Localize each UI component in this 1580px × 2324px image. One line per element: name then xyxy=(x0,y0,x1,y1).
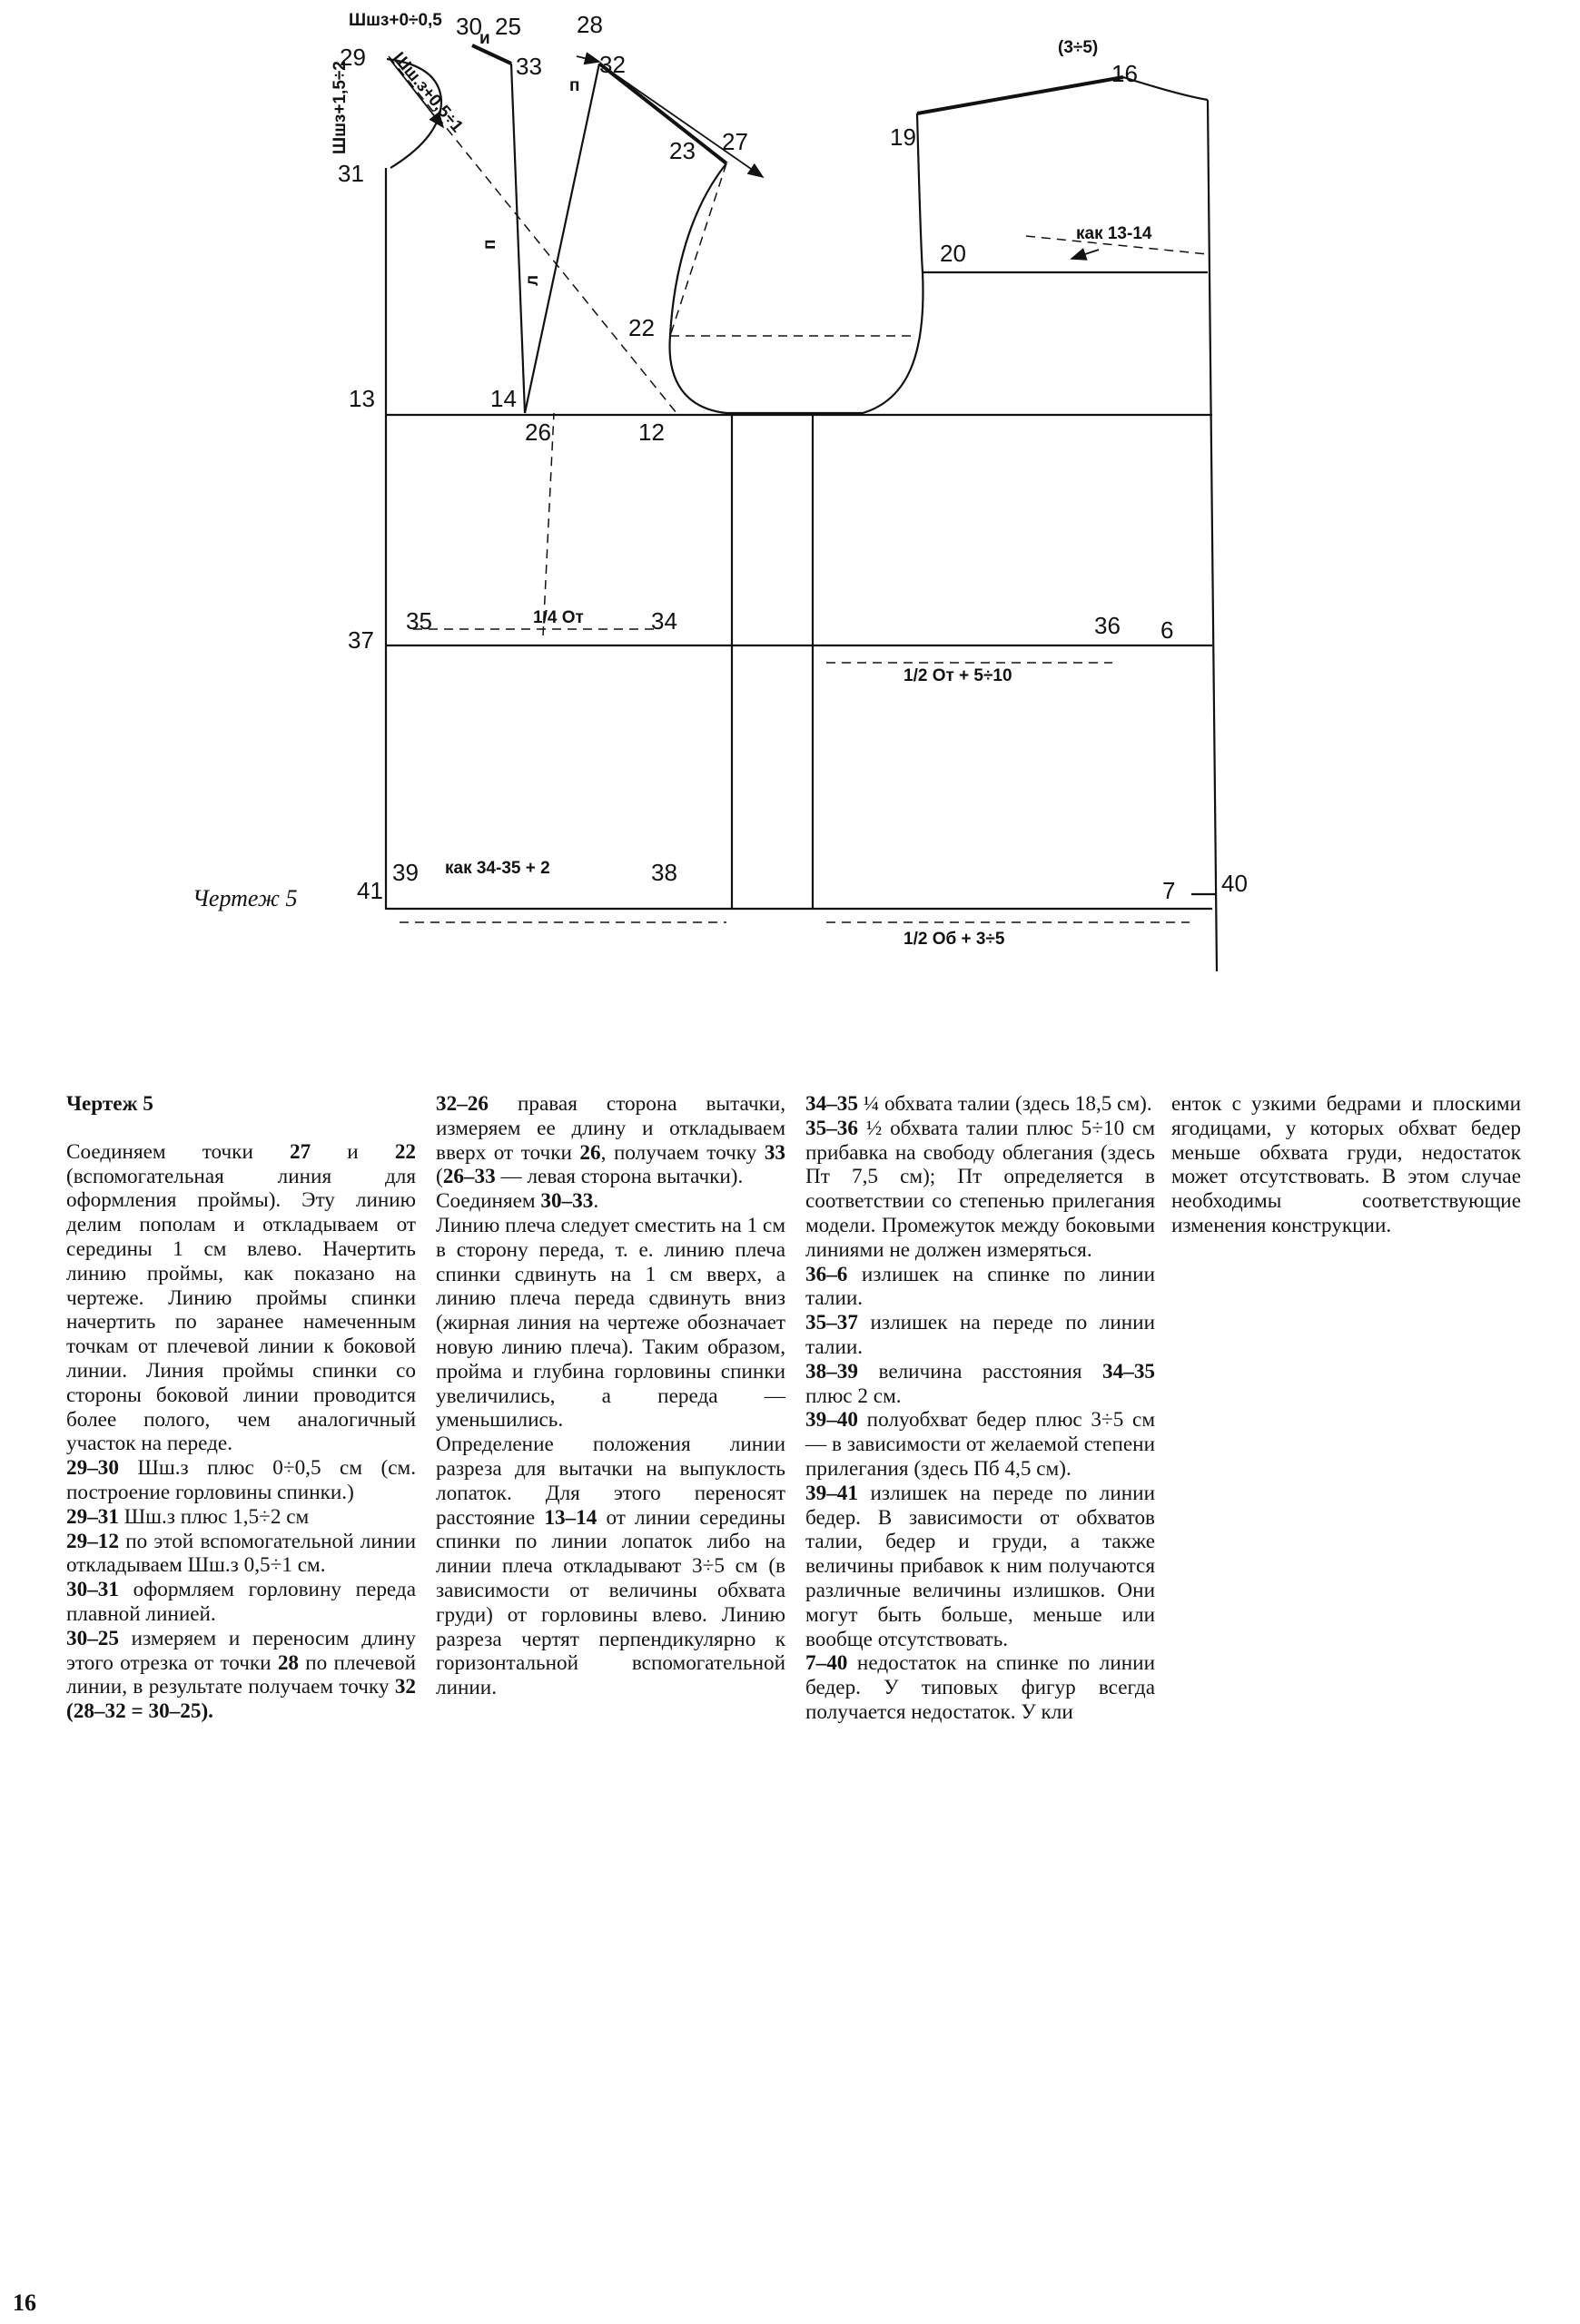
label-neck-width: Шшз+0÷0,5 xyxy=(349,11,442,30)
point-25: 25 xyxy=(495,13,521,40)
back-center-line xyxy=(1208,100,1217,971)
point-35: 35 xyxy=(406,607,432,635)
point-7: 7 xyxy=(1162,877,1176,904)
section-heading: Чертеж 5 xyxy=(66,1092,153,1116)
column-1-body xyxy=(66,1140,416,1724)
label-back-shoulder: (3÷5) xyxy=(1058,38,1099,57)
point-39: 39 xyxy=(392,859,419,886)
text-column-2 xyxy=(436,1092,785,1700)
column-2-body xyxy=(436,1092,785,1700)
point-32: 32 xyxy=(599,51,626,78)
pattern-drawing xyxy=(0,0,1580,1026)
label-kak-13-14: как 13-14 xyxy=(1076,224,1152,243)
paragraph: Линию плеча следует сместить на 1 см в сторону переда, т. е. линию плеча спинки сдвинуть на 1 см вверх, а линию плеча переда сдвинуть вниз (жирная линия на чертеже обозначает новую линию плеча). Таким образом, пройма и глубина горловины спинки увеличились, а переда — уменьшились. xyxy=(436,1213,785,1433)
paragraph: 30–25 измеряем и переносим длину этого отрезка от точки 28 по плечевой линии, в результате получаем точку 32 (28–32 = 30–25). xyxy=(66,1626,416,1724)
paragraph: 38–39 величина расстояния 34–35 плюс 2 см. xyxy=(805,1359,1155,1408)
label-and: и xyxy=(479,29,490,48)
point-23: 23 xyxy=(669,137,696,164)
figure-caption: Чертеж 5 xyxy=(193,885,298,911)
front-waist-dart xyxy=(543,413,554,635)
paragraph: 35–36 ½ обхвата талии плюс 5÷10 см прибавка на свободу облегания (здесь Пт 7,5 см); Пт определяется в соответствии со степенью прилегания модели. Промежуток между боковыми линиями не должен измеряться. xyxy=(805,1116,1155,1262)
point-20: 20 xyxy=(940,240,966,267)
paragraph: 29–12 по этой вспомогательной линии откладываем Шш.з 0,5÷1 см. xyxy=(66,1529,416,1578)
point-28: 28 xyxy=(577,11,603,38)
point-13: 13 xyxy=(349,385,375,412)
paragraph: Соединяем точки 27 и 22 (вспомогательная линия для оформления проймы). Эту линию делим пополам и откладываем от середины 1 см влево. Начертить линию проймы, как показано на чертеже. Линию проймы спинки начертить по заранее намеченным точкам от плечевой линии к боковой линии. Линия проймы спинки со стороны боковой линии проводится более полого, чем аналогичный участок на переде. xyxy=(66,1139,416,1456)
paragraph: 36–6 излишек на спинке по линии талии. xyxy=(805,1262,1155,1311)
label-half-waist: 1/2 От + 5÷10 xyxy=(904,666,1012,685)
label-half-hips: 1/2 Об + 3÷5 xyxy=(904,930,1005,949)
paragraph: Определение положения линии разреза для вытачки на выпуклость лопаток. Для этого переносят расстояние 13–14 от линии середины спинки по линии лопаток либо на линии плеча откладывают 3÷5 см (в зависимости от величины обхвата груди) от горловины влево. Линию разреза чертят перпендикулярно к горизонтальной вспомогательной линии. xyxy=(436,1433,785,1700)
page-number: 16 xyxy=(13,2290,36,2316)
point-31: 31 xyxy=(338,160,364,187)
point-40: 40 xyxy=(1221,870,1248,897)
point-6: 6 xyxy=(1160,616,1174,644)
point-37: 37 xyxy=(348,626,374,654)
dart-33-26 xyxy=(511,64,525,413)
arrow-kak xyxy=(1071,250,1099,259)
paragraph: 39–41 излишек на переде по линии бедер. В зависимости от обхватов талии, бедер и груди, а также величины прибавок к ним получаются различные величины излишков. Они могут быть больше, меньше или вообще отсутствовать. xyxy=(805,1481,1155,1651)
front-shoulder-30-33 xyxy=(472,45,511,64)
label-quarter-waist: 1/4 От xyxy=(533,608,584,627)
column-4-body xyxy=(1171,1092,1521,1238)
paragraph: 29–30 Шш.з плюс 0÷0,5 см (см. построение горловины спинки.) xyxy=(66,1456,416,1504)
point-26: 26 xyxy=(525,419,551,446)
point-33: 33 xyxy=(516,53,542,80)
text-column-1 xyxy=(66,1092,416,1724)
back-shoulder xyxy=(917,77,1123,113)
arrow-28-32 xyxy=(577,56,599,62)
point-14: 14 xyxy=(490,385,517,412)
point-34: 34 xyxy=(651,607,677,635)
paragraph: 32–26 правая сторона вытачки, измеряем ее длину и откладываем вверх от точки 26, получаем точку 33 (26–33 — левая сторона вытачки). xyxy=(436,1092,785,1189)
point-29: 29 xyxy=(340,44,366,71)
paragraph: 39–40 полуобхват бедер плюс 3÷5 см — в зависимости от желаемой степени прилегания (здесь Пб 4,5 см). xyxy=(805,1408,1155,1481)
label-neck-depth: Шшз+1,5÷2 xyxy=(331,61,350,154)
point-36: 36 xyxy=(1094,612,1121,639)
point-22: 22 xyxy=(628,314,655,341)
point-19: 19 xyxy=(890,123,916,151)
point-38: 38 xyxy=(651,859,677,886)
point-41: 41 xyxy=(357,877,383,904)
paragraph: 7–40 недостаток на спинке по линии бедер. У типовых фигур всегда получается недостаток. У кли xyxy=(805,1651,1155,1724)
front-shoulder-32-27 xyxy=(599,64,726,163)
mark-p-side: п xyxy=(480,239,499,250)
mark-l-side: л xyxy=(523,274,542,286)
aux-line-27-22 xyxy=(670,163,726,336)
label-neck-diag: Шш.з+0,5÷1 xyxy=(389,48,467,137)
paragraph: Соединяем 30–33. xyxy=(436,1189,599,1214)
column-3-body xyxy=(805,1092,1155,1725)
paragraph: 30–31 оформляем горловину переда плавной линией. xyxy=(66,1578,416,1626)
text-column-4 xyxy=(1171,1092,1521,1238)
point-27: 27 xyxy=(722,128,748,155)
point-12: 12 xyxy=(638,419,665,446)
mark-p-top: п xyxy=(569,76,580,95)
paragraph: 29–31 Шш.з плюс 1,5÷2 см xyxy=(66,1504,310,1529)
paragraph: 34–35 ¼ обхвата талии (здесь 18,5 см). xyxy=(805,1092,1152,1116)
point-16: 16 xyxy=(1111,60,1138,87)
paragraph: енток с узкими бедрами и плоскими ягодицами, у которых обхват бедер меньше обхвата груди, недостаток может отсутствовать. В этом случае необходимы соответствующие изменения конструкции. xyxy=(1171,1092,1521,1237)
point-30: 30 xyxy=(456,13,482,40)
paragraph: 35–37 излишек на переде по линии талии. xyxy=(805,1311,1155,1359)
front-armhole xyxy=(670,163,835,413)
back-armhole xyxy=(835,113,923,413)
text-column-3 xyxy=(805,1092,1155,1725)
label-kak-34-35: как 34-35 + 2 xyxy=(445,859,550,878)
